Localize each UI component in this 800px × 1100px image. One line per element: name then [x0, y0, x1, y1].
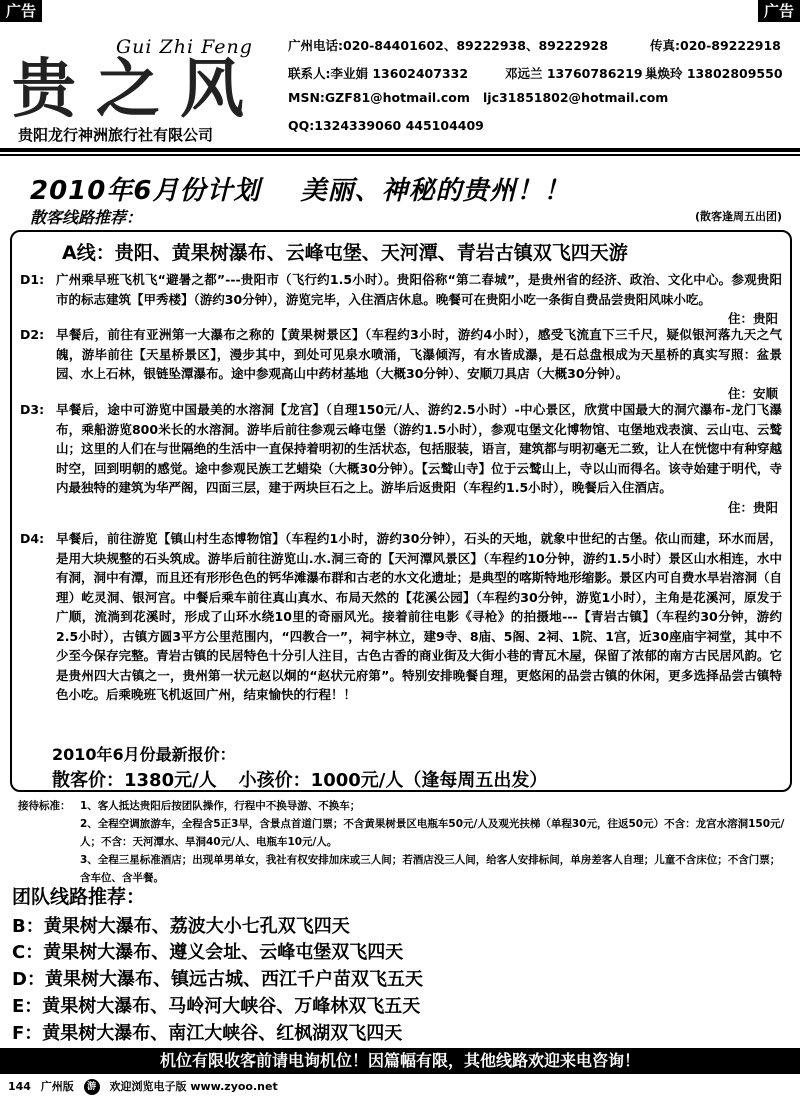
- fax-text: 传真:020-89222918: [650, 38, 781, 53]
- scatter-departure-note: (散客逢周五出团): [694, 210, 782, 223]
- plan-title: [30, 170, 570, 207]
- standard-text: 1、客人抵达贵阳后按团队操作，行程中不换导游、不换车；: [80, 800, 361, 812]
- welcome-text[interactable]: 欢迎浏览电子版 www.zyoo.net: [109, 1080, 278, 1093]
- plan-month: 2010年6月份计划: [30, 176, 261, 206]
- day-text: 早餐后，前往游览【镇山村生态博物馆】（车程约1小时，游约30分钟），石头的天地，就象中世纪的古堡。依山而建，环水而居，是用大块规整的石头筑成。游毕后前往游览山.水.洞三奇的【天河潭风景区】（车程约10分钟，游约1.5小时）景区山水相连，水中有洞，洞中有潭，而且还有形形色色的钙华滩瀑布群和古老的水文化遗址；是典型的喀斯特地形缩影。景区内可自费水旱岩溶洞（自理）屹灵洞、银河宫。中餐后乘车前往真山真水、布局天然的【花溪公园】（车程约30分钟，游览1小时），主角是花溪河，原发于广顺，流淌到花溪时，形成了山环水绕10里的奇丽风光。接着前往电影《寻枪》的拍摄地---【青岩古镇】（车程约30分钟，游约2.5小时），古镇方圆3平方公里范围内，“四教合一”，祠宇林立，建9寺、8庙、5阁、2祠、1院、1宫，近30座庙宇祠堂，其中不少至今保存完整。青岩古镇的民居特色十分引人注目，古色古香的商业街及大街小巷的青瓦木屋，保留了浓郁的南方古民居风韵。它是贵州四大古镇之一，贵州第一状元赵以炯的“赵状元府第”。特别安排晚餐自理，更悠闲的品尝古镇的休闲，更多选择品尝古镇特色小吃。后乘晚班飞机返回广州，结束愉快的行程！！: [56, 531, 782, 702]
- team-route-e: E：黄果树大瀑布、马岭河大峡谷、万峰林双飞五天: [12, 996, 421, 1017]
- team-route-b: B：黄果树大瀑布、荔波大小七孔双飞四天: [12, 916, 350, 937]
- plan-slogan: 美丽、神秘的贵州！！: [300, 176, 571, 206]
- logo: [8, 32, 278, 142]
- service-standards: [18, 797, 788, 887]
- msn-2: ljc31851802@hotmail.com: [483, 90, 669, 105]
- standard-item: [18, 797, 788, 815]
- edition-label: 广州版: [40, 1080, 74, 1093]
- day-stay: 住：贵阳: [727, 311, 778, 326]
- itinerary-day-3: [20, 400, 782, 517]
- contact-person-3: 巢焕玲 13802809550: [645, 66, 783, 81]
- route-a-title: A线：贵阳、黄果树瀑布、云峰屯堡、天河潭、青岩古镇双飞四天游: [62, 242, 628, 264]
- standard-item: [18, 815, 788, 851]
- route-a-box: [10, 230, 792, 792]
- price-title: 2010年6月份最新报价：: [52, 745, 236, 764]
- itinerary-day-4: [20, 529, 782, 705]
- phone-text: 广州电话:020-84401602、89222938、89222928: [288, 38, 609, 53]
- standard-text: 3、全程三星标准酒店；出现单男单女，我社有权安排加床或三人间；若酒店没三人间，给客人安排标间，单房差客人自理；儿童不含床位；不含门票；含车位、含半餐。: [80, 854, 781, 884]
- itinerary-day-1: [20, 270, 782, 329]
- team-route-d: D：黄果树大瀑布、镇远古城、西江千户苗双飞五天: [12, 969, 423, 990]
- price-line: [52, 766, 547, 792]
- team-routes-title: 团队线路推荐：: [12, 886, 146, 908]
- qq-text: QQ:1324339060 445104409: [288, 118, 484, 133]
- header: [0, 22, 800, 142]
- company-name: 贵阳龙行神洲旅行社有限公司: [18, 126, 214, 144]
- contact-person-row: [288, 64, 783, 82]
- contact-person-1: 联系人:李业娟 13602407332: [288, 66, 469, 81]
- ad-label-left: 广告: [0, 0, 42, 22]
- itinerary-day-2: [20, 325, 782, 403]
- page-footer: [8, 1078, 284, 1095]
- logo-pinyin: Gui Zhi Feng: [116, 36, 253, 58]
- day-stay: 住：安顺: [727, 385, 778, 401]
- day-label: D1:: [20, 272, 45, 287]
- contact-phone-row: [288, 36, 781, 54]
- header-divider-thin: [0, 154, 800, 156]
- scatter-route-label: 散客线路推荐：: [30, 208, 143, 227]
- contact-qq-row: [288, 118, 484, 133]
- day-label: D3:: [20, 402, 45, 417]
- msn-1: MSN:GZF81@hotmail.com: [288, 90, 470, 105]
- day-text: 早餐后，前往有亚洲第一大瀑布之称的【黄果树景区】（车程约3小时，游约4小时），感受飞流直下三千尺，疑似银河落九天之气魄，游毕前往【天星桥景区】，漫步其中，到处可见泉水喷涌，飞瀑倾泻，有水皆成瀑，是石总盘根成为天星桥的真实写照：盆景园、水上石林，银链坠潭瀑布。途中参观高山中药材基地（大概30分钟）、安顺刀具店（大概30分钟）。: [56, 327, 782, 381]
- magazine-badge-icon: 游: [84, 1079, 100, 1095]
- day-text: 广州乘早班飞机飞“避暑之都”---贵阳市（飞行约1.5小时）。贵阳俗称“第二春城”，是贵州省的经济、政治、文化中心。参观贵阳市的标志建筑【甲秀楼】（游约30分钟），游览完毕，入住酒店休息。晚餐可在贵阳小吃一条街自费品尝贵阳风味小吃。: [56, 272, 782, 307]
- footer-banner: 机位有限收客前请电询机位！因篇幅有限，其他线路欢迎来电咨询！: [0, 1048, 800, 1074]
- day-label: D4:: [20, 531, 45, 546]
- header-divider: [0, 148, 800, 152]
- standard-text: 2、全程空调旅游车，全程含5正3早，含景点首道门票；不含黄果树景区电瓶车50元/人及观光扶梯（单程30元，往返50元）不含：龙宫水溶洞150元/人；不含：天河潭水、旱洞40元/人、电瓶车10元/人。: [80, 818, 785, 848]
- day-text: 早餐后，途中可游览中国最美的水溶洞【龙宫】（自理150元/人、游约2.5小时）-中心景区，欣赏中国最大的洞穴瀑布-龙门飞瀑布，乘船游览800米长的水溶洞。游毕后前往参观云峰屯堡（游约1.5小时），参观屯堡文化博物馆、屯堡地戏表演、云山屯、云鹫山；这里的人们在与世隔绝的生活中一直保持着明初的生活状态，包括服装，语言，建筑都与明初毫无二致，让人在恍惚中有种穿越时空，回到明朝的感觉。途中参观民族工艺蜡染（大概30分钟）。【云鹫山寺】位于云鹫山上，寺以山而得名。该寺始建于明代，寺内最独特的建筑为华严阁，四面三层，建于两块巨石之上。游毕后返贵阳（车程约1.5小时），晚餐后入住酒店。: [56, 402, 782, 495]
- logo-main-text: 贵之风: [12, 52, 264, 127]
- page-number: 144: [8, 1080, 31, 1093]
- team-route-f: F：黄果树大瀑布、南江大峡谷、红枫湖双飞四天: [12, 1023, 403, 1044]
- child-price: 小孩价：1000元/人（逢每周五出发）: [238, 770, 548, 791]
- day-label: D2:: [20, 327, 45, 342]
- ad-label-right: 广告: [758, 0, 800, 22]
- day-stay: 住：贵阳: [727, 499, 778, 515]
- contact-msn-row: [288, 90, 669, 105]
- team-route-c: C：黄果树大瀑布、遵义会址、云峰屯堡双飞四天: [12, 942, 404, 963]
- adult-price: 散客价：1380元/人: [52, 770, 217, 791]
- contact-person-2: 邓远兰 13760786219: [505, 66, 643, 81]
- standards-label: 接待标准：: [18, 800, 71, 812]
